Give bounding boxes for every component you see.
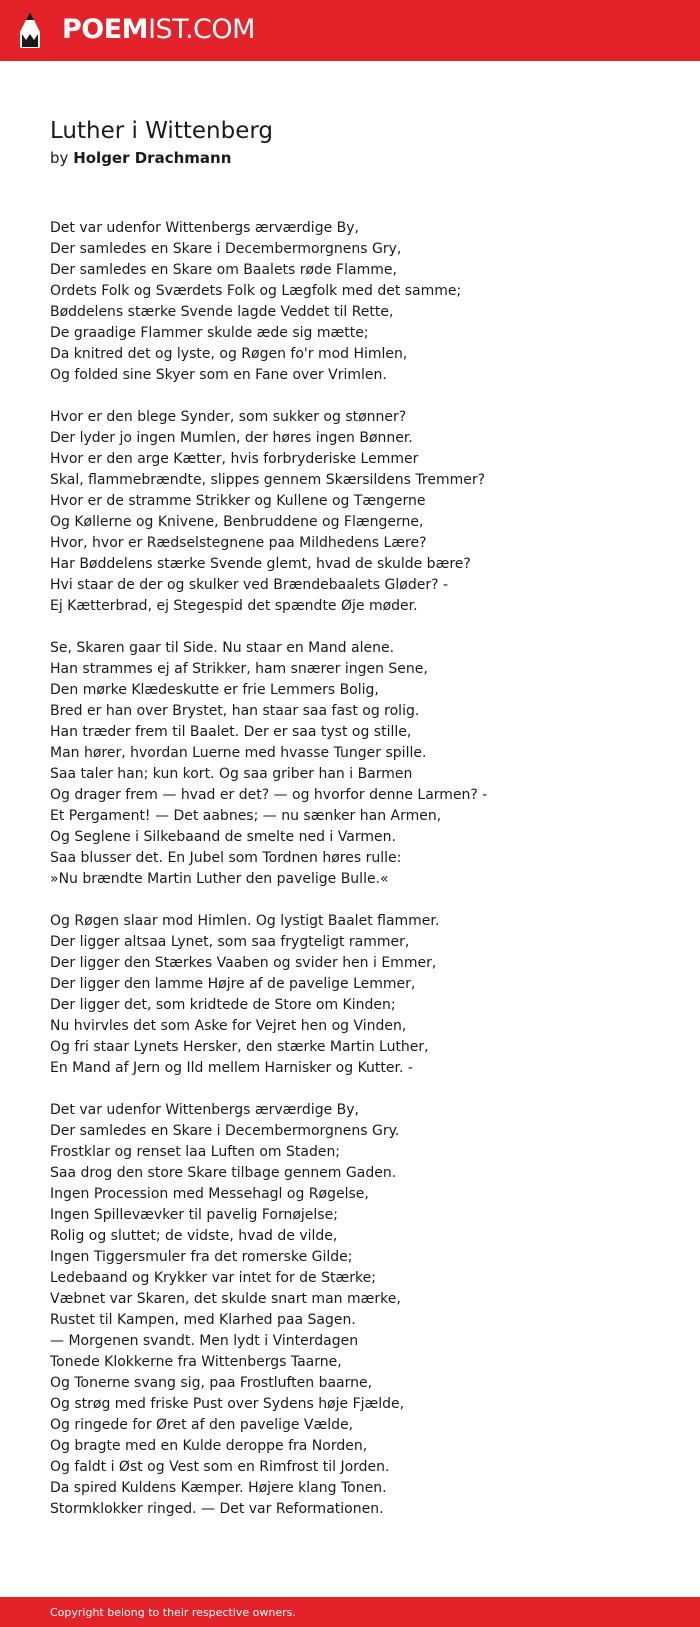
poem-line: En Mand af Jern og Ild mellem Harnisker og Kutter. - xyxy=(50,1060,413,1076)
poem-line: Og fri staar Lynets Hersker, den stærke Martin Luther, xyxy=(50,1039,429,1055)
poem-line: Hvor er de stramme Strikker og Kullene og Tængerne xyxy=(50,493,426,509)
poem-line: Der ligger det, som kridtede de Store om Kinden; xyxy=(50,997,396,1013)
logo-light-text: IST.COM xyxy=(148,14,255,45)
poem-body xyxy=(50,218,670,1541)
poem-line: Man hører, hvordan Luerne med hvasse Tunger spille. xyxy=(50,745,427,761)
copyright-notice: Copyright belong to their respective owners. xyxy=(50,1606,296,1619)
poem-line: Der samledes en Skare i Decembermorgnens Gry. xyxy=(50,1123,400,1139)
poem-line: Et Pergament! — Det aabnes; — nu sænker han Armen, xyxy=(50,808,442,824)
poem-line: Der ligger den Stærkes Vaaben og svider hen i Emmer, xyxy=(50,955,437,971)
poem-line: Og drager frem — hvad er det? — og hvorfor denne Larmen? - xyxy=(50,787,488,803)
poem-line: Saa blusser det. En Jubel som Tordnen høres rulle: xyxy=(50,850,402,866)
poem-line: Saa drog den store Skare tilbage gennem Gaden. xyxy=(50,1165,397,1181)
poem-line: Da spired Kuldens Kæmper. Højere klang Tonen. xyxy=(50,1480,387,1496)
site-logo[interactable] xyxy=(62,12,255,48)
poem-stanza xyxy=(50,1100,670,1520)
logo-bold-text: POEM xyxy=(62,14,149,45)
poem-line: Saa taler han; kun kort. Og saa griber han i Barmen xyxy=(50,766,413,782)
poem-line: Den mørke Klædeskutte er frie Lemmers Bolig, xyxy=(50,682,379,698)
pencil-tip-icon[interactable] xyxy=(18,10,42,50)
poem-line: Bred er han over Brystet, han staar saa fast og rolig. xyxy=(50,703,420,719)
poem-line: Nu hvirvles det som Aske for Vejret hen og Vinden, xyxy=(50,1018,407,1034)
poem-line: Hvor, hvor er Rædselstegnene paa Mildhedens Lære? xyxy=(50,535,427,551)
poem-line: Der ligger altsaa Lynet, som saa frygteligt rammer, xyxy=(50,934,410,950)
poem-line: Rolig og sluttet; de vidste, hvad de vilde, xyxy=(50,1228,338,1244)
poem-line: Væbnet var Skaren, det skulde snart man mærke, xyxy=(50,1291,401,1307)
poem-stanza xyxy=(50,638,670,890)
poem-stanza xyxy=(50,218,670,386)
byline xyxy=(50,147,231,169)
poem-line: Der ligger den lamme Højre af de pavelige Lemmer, xyxy=(50,976,416,992)
poem-line: Og strøg med friske Pust over Sydens høje Fjælde, xyxy=(50,1396,405,1412)
poem-line: Det var udenfor Wittenbergs ærværdige By, xyxy=(50,1102,359,1118)
site-header xyxy=(0,0,700,61)
poem-line: Der samledes en Skare i Decembermorgnens Gry, xyxy=(50,241,402,257)
site-footer xyxy=(0,1597,700,1627)
poem-line: Der samledes en Skare om Baalets røde Flamme, xyxy=(50,262,397,278)
by-label: by xyxy=(50,149,69,167)
poem-line: Og Røgen slaar mod Himlen. Og lystigt Baalet flammer. xyxy=(50,913,440,929)
poem-line: Han strammes ej af Strikker, ham snærer ingen Sene, xyxy=(50,661,428,677)
poem-line: Se, Skaren gaar til Side. Nu staar en Mand alene. xyxy=(50,640,395,656)
poem-line: Hvi staar de der og skulker ved Brændebaalets Gløder? - xyxy=(50,577,449,593)
poem-line: Da knitred det og lyste, og Røgen fo'r mod Himlen, xyxy=(50,346,408,362)
poem-line: Og faldt i Øst og Vest som en Rimfrost til Jorden. xyxy=(50,1459,390,1475)
poem-line: Ej Kætterbrad, ej Stegespid det spændte Øje møder. xyxy=(50,598,418,614)
poem-line: Ingen Tiggersmuler fra det romerske Gilde; xyxy=(50,1249,353,1265)
poem-line: Og Tonerne svang sig, paa Frostluften baarne, xyxy=(50,1375,373,1391)
poem-line: Og Seglene i Silkebaand de smelte ned i Varmen. xyxy=(50,829,396,845)
poem-line: — Morgenen svandt. Men lydt i Vinterdagen xyxy=(50,1333,359,1349)
poem-line: Bøddelens stærke Svende lagde Veddet til Rette, xyxy=(50,304,394,320)
author-name: Holger Drachmann xyxy=(73,149,232,167)
poem-line: Ledebaand og Krykker var intet for de Stærke; xyxy=(50,1270,376,1286)
poem-stanza xyxy=(50,407,670,617)
poem-stanza xyxy=(50,911,670,1079)
poem-line: Og bragte med en Kulde deroppe fra Norden, xyxy=(50,1438,368,1454)
poem-line: Stormklokker ringed. — Det var Reformationen. xyxy=(50,1501,384,1517)
poem-line: Hvor er den arge Kætter, hvis forbryderiske Lemmer xyxy=(50,451,419,467)
poem-line: Frostklar og renset laa Luften om Staden; xyxy=(50,1144,341,1160)
poem-line: Ordets Folk og Sværdets Folk og Lægfolk med det samme; xyxy=(50,283,462,299)
poem-line: Han træder frem til Baalet. Der er saa tyst og stille, xyxy=(50,724,412,740)
poem-line: Ingen Spillevævker til pavelig Fornøjelse; xyxy=(50,1207,338,1223)
poem-line: Rustet til Kampen, med Klarhed paa Sagen. xyxy=(50,1312,356,1328)
poem-line: De graadige Flammer skulde æde sig mætte; xyxy=(50,325,369,341)
poem-line: Har Bøddelens stærke Svende glemt, hvad de skulde bære? xyxy=(50,556,471,572)
poem-line: Der lyder jo ingen Mumlen, der høres ingen Bønner. xyxy=(50,430,413,446)
poem-line: Ingen Procession med Messehagl og Røgelse, xyxy=(50,1186,369,1202)
poem-line: Hvor er den blege Synder, som sukker og stønner? xyxy=(50,409,407,425)
poem-line: »Nu brændte Martin Luther den pavelige Bulle.« xyxy=(50,871,389,887)
poem-line: Og folded sine Skyer som en Fane over Vrimlen. xyxy=(50,367,387,383)
poem-line: Og ringede for Øret af den pavelige Vælde, xyxy=(50,1417,354,1433)
poem-line: Skal, flammebrændte, slippes gennem Skærsildens Tremmer? xyxy=(50,472,486,488)
poem-line: Og Køllerne og Knivene, Benbruddene og Flængerne, xyxy=(50,514,424,530)
poem-line: Tonede Klokkerne fra Wittenbergs Taarne, xyxy=(50,1354,342,1370)
poem-line: Det var udenfor Wittenbergs ærværdige By, xyxy=(50,220,359,236)
poem-title: Luther i Wittenberg xyxy=(50,118,273,144)
